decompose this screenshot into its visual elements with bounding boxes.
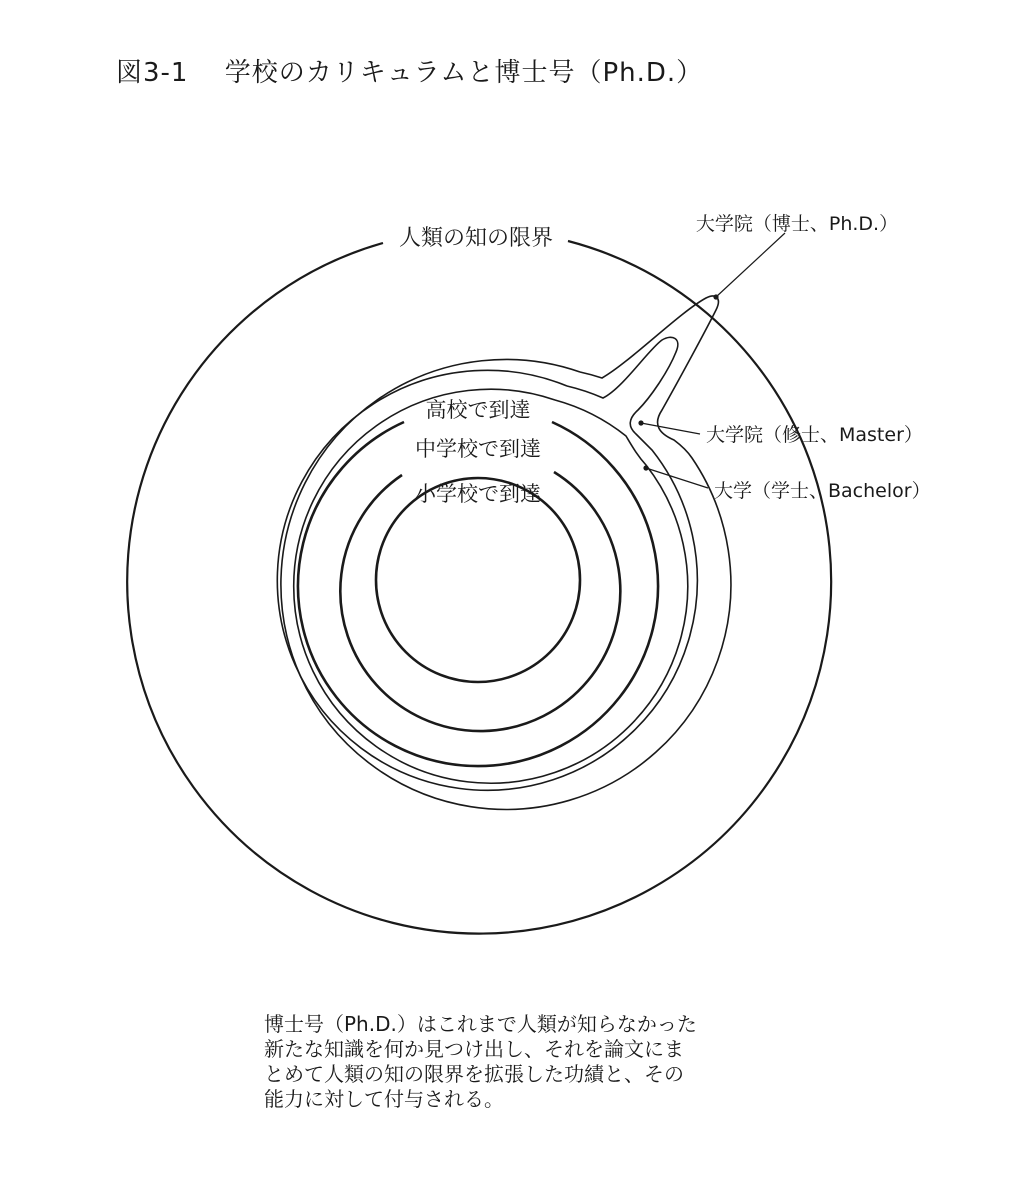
caption-line: 新たな知識を何か見つけ出し、それを論文にま [264,1037,684,1061]
phd-label: 大学院（博士、Ph.D.） [695,213,899,235]
high-school-circle [298,422,658,766]
middle-school-label: 中学校で到達 [415,437,541,461]
figure-title: 図3-1 学校のカリキュラムと博士号（Ph.D.） [116,58,704,88]
bachelor-dot [643,465,648,470]
caption-line: 能力に対して付与される。 [264,1087,504,1111]
phd-leader-line [716,233,785,297]
bachelor-label: 大学（学士、Bachelor） [714,480,931,502]
high-school-label: 高校で到達 [425,398,531,422]
phd-curve [281,296,731,809]
elementary-circle [376,478,580,682]
elementary-label: 小学校で到達 [415,482,541,506]
master-label: 大学院（修士、Master） [706,424,923,446]
caption-line: 博士号（Ph.D.）はこれまで人類が知らなかった [264,1012,697,1036]
master-leader-line [641,423,700,434]
phd-dot [713,294,718,299]
knowledge-limit-circle [127,241,831,934]
knowledge-limit-label: 人類の知の限界 [398,226,554,251]
caption-line: とめて人類の知の限界を拡張した功績と、その [264,1062,684,1086]
master-dot [638,420,643,425]
caption [264,1012,784,1112]
